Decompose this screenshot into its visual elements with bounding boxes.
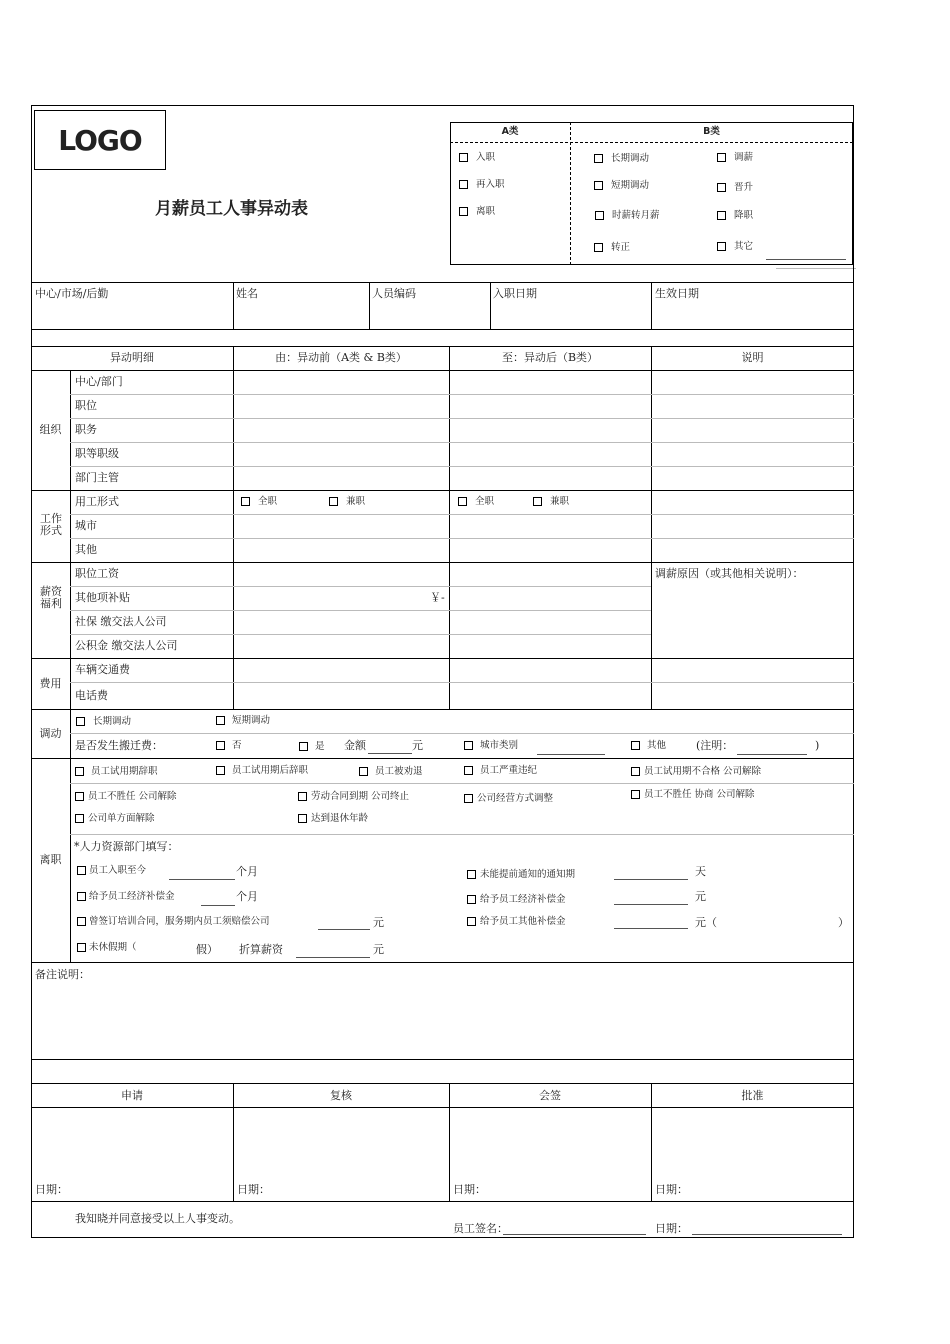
category-b-item: 转正 — [611, 242, 631, 253]
category-a-item: 入职 — [476, 152, 496, 163]
econ-comp-2-line[interactable] — [614, 904, 688, 905]
category-b-item: 时薪转月薪 — [612, 210, 660, 221]
hr-fill-label: *人力资源部门填写： — [74, 840, 179, 853]
econ-comp-1-checkbox[interactable] — [77, 892, 86, 901]
logo-text: LOGO — [58, 123, 142, 157]
category-b-title: B类 — [703, 126, 720, 137]
work-section-label: 工作形式 — [40, 512, 62, 537]
leave-reason-checkbox[interactable] — [75, 767, 84, 776]
currency-value: ￥- — [430, 591, 445, 604]
convert-pay-label: 折算薪资 — [239, 943, 283, 956]
econ-comp-2-checkbox[interactable] — [467, 895, 476, 904]
salary-section-label: 薪资福利 — [40, 585, 62, 610]
amount-input-line[interactable] — [368, 753, 412, 754]
leave-reason-label: 达到退休年龄 — [311, 813, 369, 824]
fulltime-label: 全职 — [258, 496, 278, 507]
leave-reason-label: 员工被劝退 — [375, 766, 423, 777]
work-row: 其他 — [75, 543, 97, 556]
countersign-header: 会签 — [539, 1089, 561, 1102]
transfer-section-label: 调动 — [39, 727, 62, 740]
leave-reason-checkbox[interactable] — [75, 814, 84, 823]
no-notice-label: 未能提前通知的通知期 — [480, 869, 576, 880]
econ-comp-1-label: 给予员工经济补偿金 — [89, 891, 175, 902]
org-row: 中心/部门 — [75, 375, 123, 388]
day-unit: 天 — [695, 865, 706, 878]
sign-date-label: 日期： — [655, 1222, 688, 1235]
leave-reason-checkbox[interactable] — [464, 766, 473, 775]
work-row: 城市 — [75, 519, 97, 532]
form-title: 月薪员工人事异动表 — [155, 199, 308, 219]
center-label: 中心/市场/后勤 — [35, 287, 109, 300]
org-section-label: 组织 — [39, 423, 62, 436]
category-b-item: 其它 — [734, 241, 754, 252]
relocation-no-checkbox[interactable] — [216, 741, 225, 750]
relocation-yes-checkbox[interactable] — [299, 742, 308, 751]
leave-reason-label: 员工试用期后辞职 — [232, 765, 309, 776]
yuan-unit: 元 — [695, 890, 706, 903]
leave-reason-checkbox[interactable] — [298, 814, 307, 823]
remarks-label: 备注说明： — [35, 968, 90, 981]
leave-reason-checkbox[interactable] — [631, 767, 640, 776]
hire-date-label: 入职日期 — [493, 287, 537, 300]
apply-header: 申请 — [121, 1089, 143, 1102]
leave-reason-label: 员工不胜任 协商 公司解除 — [644, 789, 755, 800]
training-amount-line[interactable] — [318, 929, 370, 930]
training-checkbox[interactable] — [77, 917, 86, 926]
months-input-line[interactable] — [169, 879, 235, 880]
category-a-item: 离职 — [476, 206, 496, 217]
leave-reason-checkbox[interactable] — [216, 766, 225, 775]
leave-reason-label: 员工不胜任 公司解除 — [88, 791, 177, 802]
leave-reason-checkbox[interactable] — [359, 767, 368, 776]
category-b-item: 长期调动 — [611, 153, 650, 164]
after-header: 至：异动后（B类） — [501, 351, 599, 364]
month-unit: 个月 — [236, 865, 258, 878]
leave-reason-label: 员工严重违纪 — [480, 765, 538, 776]
city-type-checkbox[interactable] — [464, 741, 473, 750]
econ-months-input-line[interactable] — [201, 905, 235, 906]
approve-header: 批准 — [741, 1089, 764, 1102]
leave-reason-label: 公司经营方式调整 — [477, 793, 554, 804]
unused-leave-checkbox[interactable] — [77, 943, 86, 952]
parttime-label: 兼职 — [550, 496, 570, 507]
detail-header: 异动明细 — [110, 351, 154, 364]
approve-date-label: 日期： — [655, 1183, 688, 1196]
salary-row: 公积金 缴交法人公司 — [75, 639, 178, 652]
short-transfer-label: 短期调动 — [232, 715, 271, 726]
parttime-label: 兼职 — [346, 496, 366, 507]
other-comp-label: 给予员工其他补偿金 — [480, 916, 566, 927]
leave-section-label: 离职 — [39, 853, 62, 866]
review-date-label: 日期： — [237, 1183, 270, 1196]
transfer-other-label: 其他 — [647, 740, 667, 751]
short-transfer-checkbox[interactable] — [216, 716, 225, 725]
city-type-label: 城市类别 — [480, 740, 519, 751]
city-type-input-line[interactable] — [537, 754, 605, 755]
yuan-paren-open: 元（ — [695, 916, 717, 929]
long-transfer-checkbox[interactable] — [76, 717, 85, 726]
category-a-item: 再入职 — [476, 179, 505, 190]
before-header: 由：异动前（A类 & B类） — [275, 351, 407, 364]
convert-pay-line[interactable] — [296, 957, 370, 958]
review-header: 复核 — [330, 1089, 352, 1102]
notice-days-line[interactable] — [614, 879, 688, 880]
before-fulltime-checkbox[interactable] — [241, 497, 250, 506]
hire-to-now-label: 员工入职至今 — [89, 865, 147, 876]
amount-label: 金额 — [344, 739, 366, 752]
form-frame — [31, 105, 854, 1238]
note-header: 说明 — [741, 351, 764, 364]
employee-sign-line[interactable] — [503, 1234, 646, 1235]
salary-row: 社保 缴交法人公司 — [75, 615, 167, 628]
note-input-line[interactable] — [737, 754, 807, 755]
note-close-label: ) — [815, 739, 820, 752]
employee-code-label: 人员编码 — [372, 287, 416, 300]
employee-sign-label: 员工签名： — [453, 1222, 508, 1235]
expense-row: 电话费 — [75, 689, 108, 702]
expense-row: 车辆交通费 — [75, 663, 130, 676]
category-a-title: A类 — [501, 126, 519, 137]
transfer-other-checkbox[interactable] — [631, 741, 640, 750]
month-unit: 个月 — [236, 890, 258, 903]
salary-row: 职位工资 — [75, 567, 119, 580]
relocation-yes-label: 是 — [315, 741, 325, 752]
salary-row: 其他项补贴 — [75, 591, 130, 604]
leave-reason-label: 员工试用期不合格 公司解除 — [644, 766, 762, 777]
acknowledge-text: 我知晓并同意接受以上人事变动。 — [75, 1212, 240, 1225]
leave-days-label: 假） — [196, 943, 218, 956]
category-b-item: 调薪 — [734, 152, 754, 163]
category-b-item: 晋升 — [734, 182, 754, 193]
leave-reason-label: 员工试用期辞职 — [91, 766, 158, 777]
after-parttime-checkbox[interactable] — [533, 497, 542, 506]
relocation-no-label: 否 — [232, 740, 242, 751]
sign-date-line[interactable] — [692, 1234, 842, 1235]
fulltime-label: 全职 — [475, 496, 495, 507]
org-row: 职等职级 — [75, 447, 119, 460]
hire-to-now-checkbox[interactable] — [77, 866, 86, 875]
unused-leave-label: 未休假期（ — [89, 942, 137, 953]
leave-reason-checkbox[interactable] — [631, 790, 640, 799]
yuan-label: 元 — [412, 739, 423, 752]
no-notice-checkbox[interactable] — [467, 870, 476, 879]
long-transfer-label: 长期调动 — [93, 716, 132, 727]
salary-reason-label: 调薪原因（或其他相关说明）： — [655, 567, 804, 580]
after-fulltime-checkbox[interactable] — [458, 497, 467, 506]
other-comp-line[interactable] — [614, 928, 688, 929]
expense-section-label: 费用 — [39, 677, 62, 690]
countersign-date-label: 日期： — [453, 1183, 486, 1196]
leave-reason-checkbox[interactable] — [75, 792, 84, 801]
yuan-unit: 元 — [373, 916, 384, 929]
category-b-item: 降职 — [734, 210, 754, 221]
relocation-question: 是否发生搬迁费： — [75, 739, 163, 752]
leave-reason-label: 公司单方面解除 — [88, 813, 155, 824]
org-row: 部门主管 — [75, 471, 119, 484]
remarks-area[interactable] — [32, 985, 852, 1057]
econ-comp-2-label: 给予员工经济补偿金 — [480, 894, 566, 905]
leave-reason-checkbox[interactable] — [464, 794, 473, 803]
before-parttime-checkbox[interactable] — [329, 497, 338, 506]
yuan-unit: 元 — [373, 943, 384, 956]
training-label: 曾签订培训合同，服务期内员工须赔偿公司 — [89, 916, 270, 927]
note-open-label: (注明： — [696, 739, 734, 752]
paren-close: ） — [838, 916, 849, 929]
work-row: 用工形式 — [75, 495, 119, 508]
name-label: 姓名 — [236, 287, 258, 300]
org-row: 职位 — [75, 399, 97, 412]
leave-reason-label: 劳动合同到期 公司终止 — [311, 791, 410, 802]
category-b-item: 短期调动 — [611, 180, 650, 191]
effective-date-label: 生效日期 — [655, 287, 699, 300]
other-comp-checkbox[interactable] — [467, 917, 476, 926]
org-row: 职务 — [75, 423, 97, 436]
leave-reason-checkbox[interactable] — [298, 792, 307, 801]
apply-date-label: 日期： — [35, 1183, 68, 1196]
